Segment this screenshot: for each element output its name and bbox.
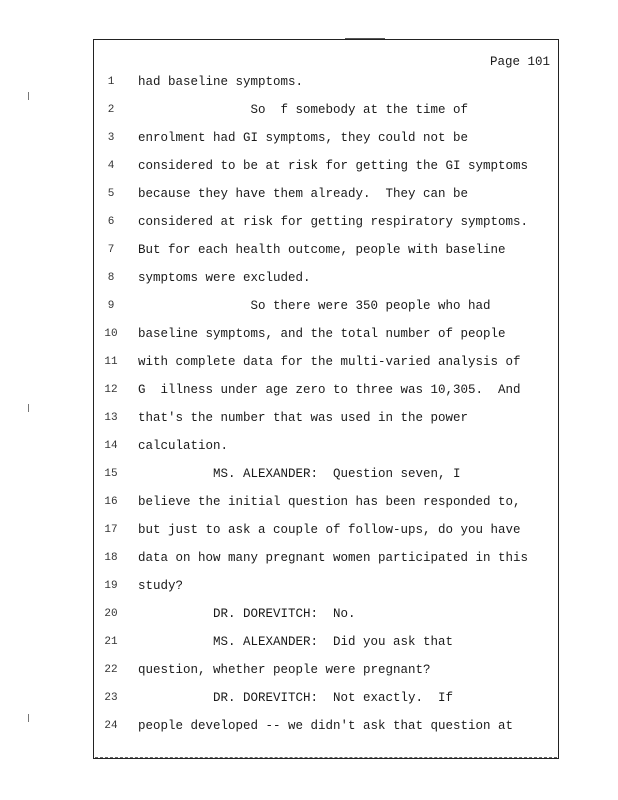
line-number: 5 [107,188,115,200]
line-number: 20 [104,608,118,620]
transcript-line [94,520,558,540]
line-text: with complete data for the multi-varied analysis of [138,355,521,369]
transcript-line [94,380,558,400]
transcript-line [94,352,558,372]
transcript-line [94,72,558,92]
line-number: 8 [107,272,115,284]
line-text: calculation. [138,439,229,453]
transcript-line [94,240,558,260]
transcript-line [94,100,558,120]
line-number: 2 [107,104,115,116]
line-text: that's the number that was used in the power [138,411,469,425]
line-number: 21 [104,636,118,648]
transcript-line [94,184,558,204]
line-number: 7 [107,244,115,256]
line-text: believe the initial question has been responded to, [138,495,521,509]
line-text: people developed -- we didn't ask that question at [138,719,514,733]
transcript-line [94,156,558,176]
line-number: 4 [107,160,115,172]
line-text: G illness under age zero to three was 10,305. And [138,383,521,397]
line-number: 17 [104,524,118,536]
line-text: MS. ALEXANDER: Question seven, I [138,467,461,481]
transcript-line [94,576,558,596]
line-text: symptoms were excluded. [138,271,311,285]
line-number: 3 [107,132,115,144]
margin-mark-middle [28,404,32,412]
margin-mark-bottom [28,714,32,722]
transcript-line [94,268,558,288]
transcript-line [94,128,558,148]
transcript-line [94,548,558,568]
line-text: So f somebody at the time of [138,103,469,117]
transcript-line [94,632,558,652]
line-number: 18 [104,552,118,564]
line-number: 16 [104,496,118,508]
line-text: considered at risk for getting respiratory symptoms. [138,215,529,229]
margin-mark-top [28,92,32,100]
line-number: 10 [104,328,118,340]
line-number: 13 [104,412,118,424]
scan-artifact-bottom [95,757,557,760]
transcript-line [94,716,558,736]
line-text: study? [138,579,184,593]
line-number: 14 [104,440,118,452]
transcript-line [94,688,558,708]
line-text: enrolment had GI symptoms, they could not be [138,131,469,145]
transcript-line [94,492,558,512]
line-text: But for each health outcome, people with baseline [138,243,506,257]
transcript-line [94,324,558,344]
line-number: 22 [104,664,118,676]
line-text: data on how many pregnant women participated in this [138,551,529,565]
line-text: baseline symptoms, and the total number of people [138,327,506,341]
line-number: 24 [104,720,118,732]
line-number: 23 [104,692,118,704]
transcript-line [94,408,558,428]
line-text: because they have them already. They can be [138,187,469,201]
line-text: DR. DOREVITCH: No. [138,607,356,621]
line-text: So there were 350 people who had [138,299,491,313]
line-text: DR. DOREVITCH: Not exactly. If [138,691,454,705]
transcript-line [94,436,558,456]
line-number: 6 [107,216,115,228]
line-text: had baseline symptoms. [138,75,304,89]
transcript-line [94,296,558,316]
line-number: 11 [104,356,118,368]
line-number: 1 [107,76,115,88]
transcript-line [94,212,558,232]
page-number: Page 101 [489,55,550,69]
transcript-line [94,604,558,624]
line-text: but just to ask a couple of follow-ups, do you have [138,523,521,537]
line-number: 12 [104,384,118,396]
line-number: 19 [104,580,118,592]
transcript-line [94,464,558,484]
line-number: 15 [104,468,118,480]
line-number: 9 [107,300,115,312]
transcript-page [93,39,559,759]
line-text: considered to be at risk for getting the GI symptoms [138,159,529,173]
line-text: MS. ALEXANDER: Did you ask that [138,635,454,649]
transcript-line [94,660,558,680]
line-text: question, whether people were pregnant? [138,663,431,677]
